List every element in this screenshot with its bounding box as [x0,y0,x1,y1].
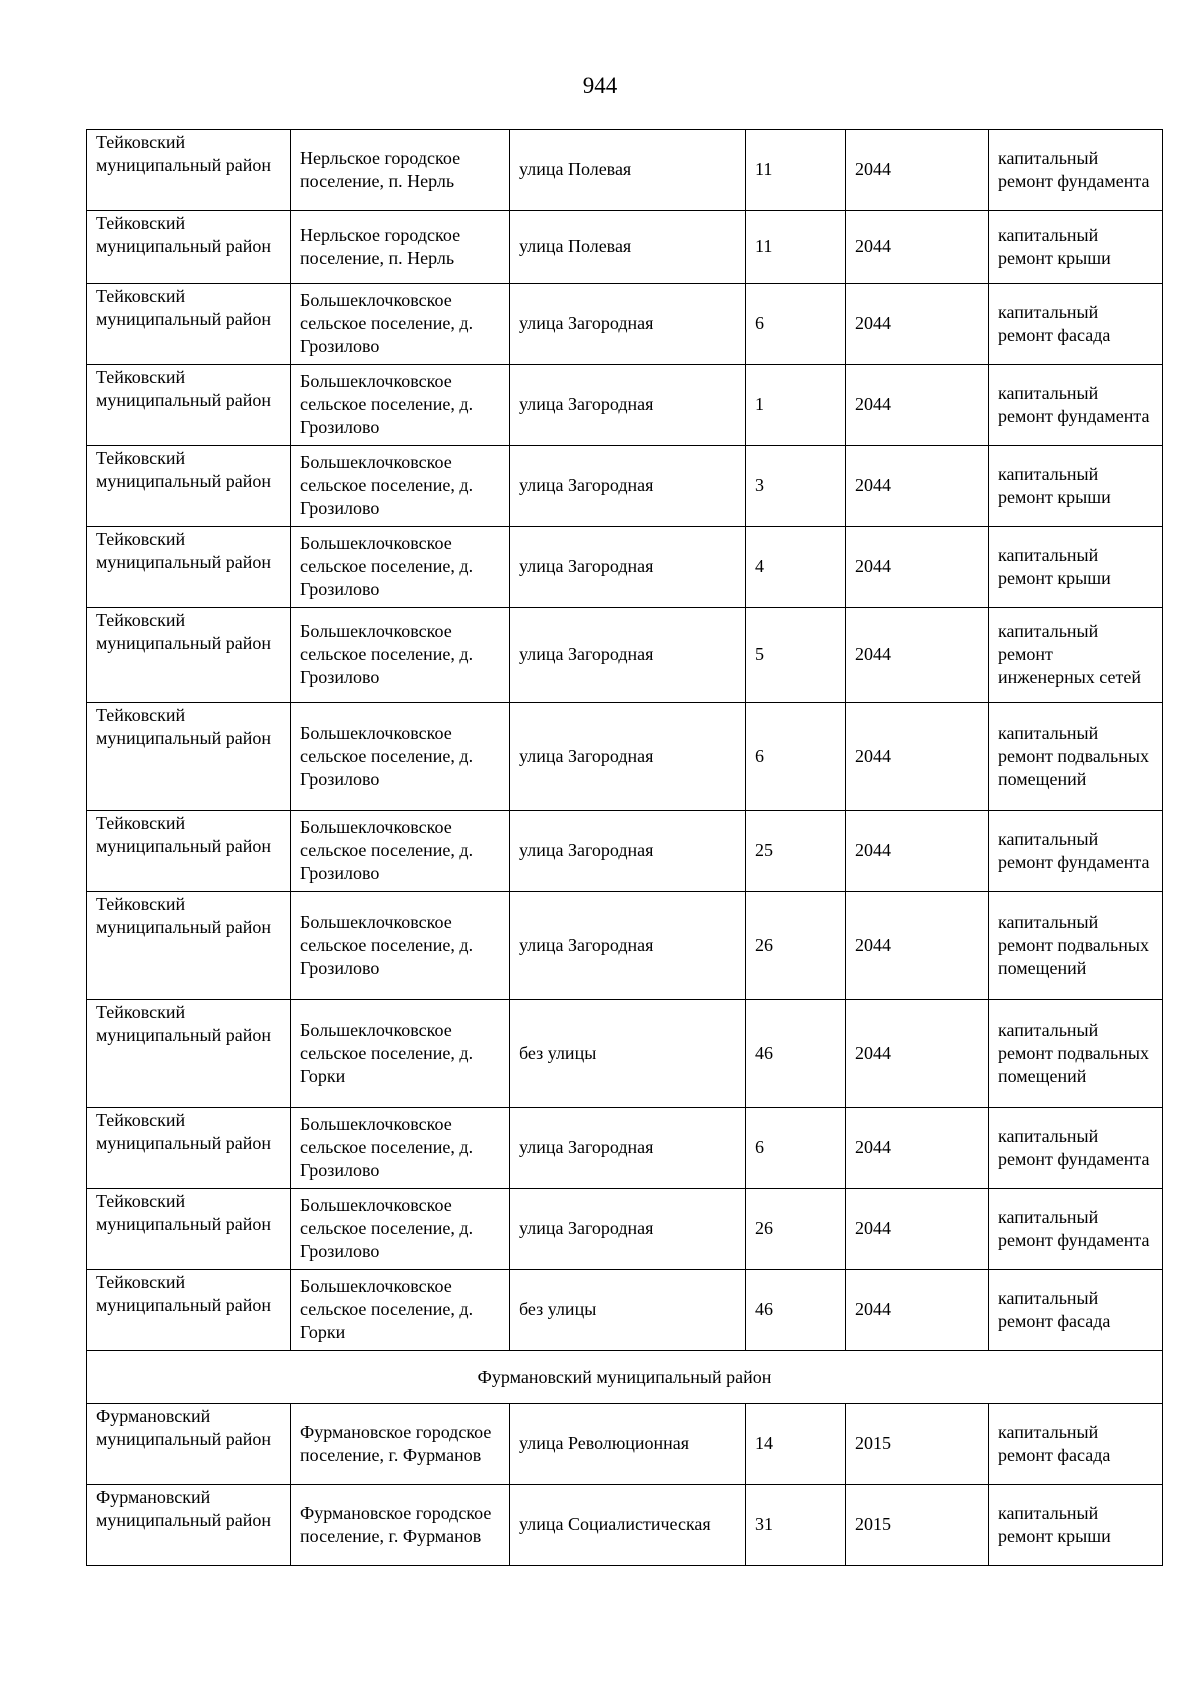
work-type-cell: капитальный ремонт инженерных сетей [989,608,1163,703]
house-number-cell: 5 [746,608,846,703]
year-cell: 2044 [846,703,989,811]
year-cell: 2044 [846,130,989,211]
street-cell: улица Загородная [510,1108,746,1189]
table-row [87,1108,1163,1189]
district-cell: Тейковский муниципальный район [87,284,291,365]
district-cell: Тейковский муниципальный район [87,1108,291,1189]
work-type-cell: капитальный ремонт фундамента [989,130,1163,211]
house-number-cell: 6 [746,284,846,365]
district-cell: Тейковский муниципальный район [87,446,291,527]
street-cell: без улицы [510,1000,746,1108]
table-body [87,130,1163,1566]
street-cell: улица Полевая [510,130,746,211]
district-cell: Тейковский муниципальный район [87,130,291,211]
year-cell: 2044 [846,1108,989,1189]
table-row [87,284,1163,365]
table-row [87,446,1163,527]
repair-schedule-table [86,129,1163,1566]
house-number-cell: 6 [746,1108,846,1189]
street-cell: улица Загородная [510,284,746,365]
district-cell: Тейковский муниципальный район [87,365,291,446]
work-type-cell: капитальный ремонт фасада [989,284,1163,365]
settlement-cell: Фурмановское городское поселение, г. Фурманов [291,1485,510,1566]
settlement-cell: Большеклочковское сельское поселение, д. Грозилово [291,703,510,811]
table-row [87,608,1163,703]
table-row [87,1189,1163,1270]
year-cell: 2044 [846,811,989,892]
street-cell: улица Загородная [510,811,746,892]
year-cell: 2044 [846,211,989,284]
street-cell: улица Загородная [510,608,746,703]
settlement-cell: Большеклочковское сельское поселение, д. Грозилово [291,811,510,892]
year-cell: 2044 [846,892,989,1000]
page-number: 944 [582,73,618,98]
street-cell: улица Загородная [510,446,746,527]
settlement-cell: Большеклочковское сельское поселение, д. Грозилово [291,284,510,365]
street-cell: улица Загородная [510,892,746,1000]
table-row [87,811,1163,892]
settlement-cell: Большеклочковское сельское поселение, д. Грозилово [291,892,510,1000]
table-row [87,1000,1163,1108]
settlement-cell: Большеклочковское сельское поселение, д. Грозилово [291,608,510,703]
district-cell: Фурмановский муниципальный район [87,1485,291,1566]
work-type-cell: капитальный ремонт подвальных помещений [989,892,1163,1000]
work-type-cell: капитальный ремонт крыши [989,446,1163,527]
district-cell: Тейковский муниципальный район [87,703,291,811]
work-type-cell: капитальный ремонт фасада [989,1270,1163,1351]
year-cell: 2044 [846,527,989,608]
settlement-cell: Большеклочковское сельское поселение, д. Горки [291,1000,510,1108]
table-row [87,1485,1163,1566]
house-number-cell: 46 [746,1000,846,1108]
district-cell: Тейковский муниципальный район [87,892,291,1000]
district-cell: Тейковский муниципальный район [87,608,291,703]
house-number-cell: 3 [746,446,846,527]
table-row [87,703,1163,811]
house-number-cell: 26 [746,892,846,1000]
settlement-cell: Большеклочковское сельское поселение, д. Грозилово [291,365,510,446]
section-title: Фурмановский муниципальный район [87,1351,1163,1404]
district-cell: Фурмановский муниципальный район [87,1404,291,1485]
house-number-cell: 46 [746,1270,846,1351]
district-cell: Тейковский муниципальный район [87,527,291,608]
work-type-cell: капитальный ремонт крыши [989,1485,1163,1566]
street-cell: улица Загородная [510,365,746,446]
house-number-cell: 4 [746,527,846,608]
house-number-cell: 25 [746,811,846,892]
table-row [87,211,1163,284]
street-cell: улица Революционная [510,1404,746,1485]
house-number-cell: 6 [746,703,846,811]
street-cell: улица Социалистическая [510,1485,746,1566]
house-number-cell: 11 [746,211,846,284]
settlement-cell: Фурмановское городское поселение, г. Фурманов [291,1404,510,1485]
work-type-cell: капитальный ремонт крыши [989,527,1163,608]
settlement-cell: Большеклочковское сельское поселение, д. Горки [291,1270,510,1351]
year-cell: 2044 [846,284,989,365]
work-type-cell: капитальный ремонт фундамента [989,1108,1163,1189]
house-number-cell: 31 [746,1485,846,1566]
year-cell: 2044 [846,446,989,527]
district-cell: Тейковский муниципальный район [87,1270,291,1351]
house-number-cell: 26 [746,1189,846,1270]
year-cell: 2015 [846,1404,989,1485]
table-row [87,892,1163,1000]
work-type-cell: капитальный ремонт фундамента [989,811,1163,892]
district-cell: Тейковский муниципальный район [87,811,291,892]
table-row [87,527,1163,608]
year-cell: 2044 [846,608,989,703]
house-number-cell: 1 [746,365,846,446]
year-cell: 2044 [846,1000,989,1108]
district-cell: Тейковский муниципальный район [87,211,291,284]
street-cell: улица Полевая [510,211,746,284]
year-cell: 2044 [846,365,989,446]
settlement-cell: Большеклочковское сельское поселение, д. Грозилово [291,1108,510,1189]
settlement-cell: Большеклочковское сельское поселение, д. Грозилово [291,446,510,527]
street-cell: улица Загородная [510,527,746,608]
work-type-cell: капитальный ремонт фундамента [989,365,1163,446]
work-type-cell: капитальный ремонт фасада [989,1404,1163,1485]
district-cell: Тейковский муниципальный район [87,1000,291,1108]
year-cell: 2015 [846,1485,989,1566]
work-type-cell: капитальный ремонт крыши [989,211,1163,284]
settlement-cell: Большеклочковское сельское поселение, д. Грозилово [291,527,510,608]
work-type-cell: капитальный ремонт подвальных помещений [989,703,1163,811]
year-cell: 2044 [846,1189,989,1270]
table-row [87,130,1163,211]
table-row [87,1270,1163,1351]
house-number-cell: 11 [746,130,846,211]
street-cell: улица Загородная [510,703,746,811]
work-type-cell: капитальный ремонт подвальных помещений [989,1000,1163,1108]
settlement-cell: Большеклочковское сельское поселение, д. Грозилово [291,1189,510,1270]
district-cell: Тейковский муниципальный район [87,1189,291,1270]
work-type-cell: капитальный ремонт фундамента [989,1189,1163,1270]
section-header-row [87,1351,1163,1404]
street-cell: улица Загородная [510,1189,746,1270]
house-number-cell: 14 [746,1404,846,1485]
settlement-cell: Нерльское городское поселение, п. Нерль [291,130,510,211]
settlement-cell: Нерльское городское поселение, п. Нерль [291,211,510,284]
table-row [87,1404,1163,1485]
year-cell: 2044 [846,1270,989,1351]
table-row [87,365,1163,446]
street-cell: без улицы [510,1270,746,1351]
